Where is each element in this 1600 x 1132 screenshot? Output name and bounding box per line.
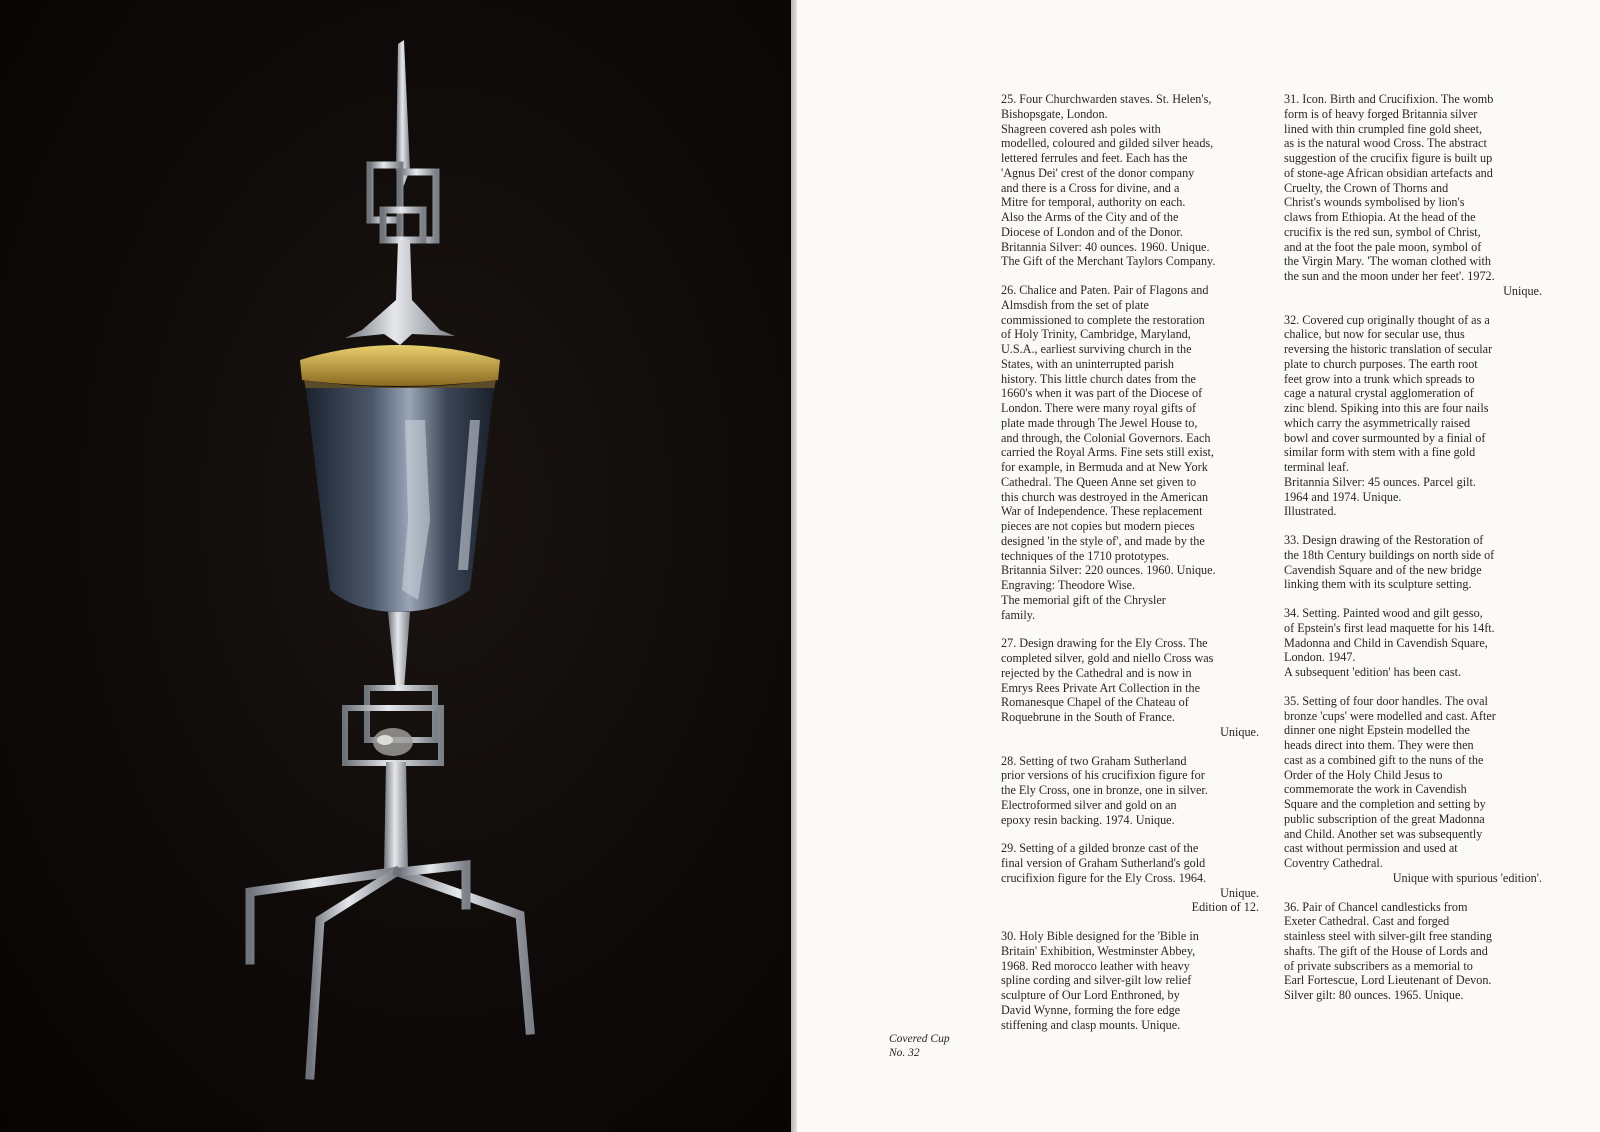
entry-line: 25. Four Churchwarden staves. St. Helen's, — [1001, 92, 1212, 106]
entry-line: rejected by the Cathedral and is now in — [1001, 665, 1192, 680]
entry-line: Engraving: Theodore Wise. — [1001, 578, 1136, 592]
entry-line: Cavendish Square and of the new bridge — [1284, 562, 1482, 577]
entry-line: the sun and the moon under her feet'. 1972. — [1284, 269, 1495, 283]
entry-line: War of Independence. These replacement — [1001, 504, 1203, 519]
entry-status: Unique. — [1503, 283, 1542, 298]
entry-line: bowl and cover surmounted by a finial of — [1284, 430, 1486, 445]
entry-line: David Wynne, forming the fore edge — [1001, 1002, 1181, 1017]
entry-line: family. — [1001, 607, 1036, 622]
entry-status: Unique. — [1220, 724, 1259, 739]
entry-line: for example, in Bermuda and at New York — [1001, 460, 1208, 474]
entry-line: lined with thin crumpled fine gold sheet, — [1284, 121, 1483, 136]
entry-line: 36. Pair of Chancel candlesticks from — [1284, 899, 1468, 914]
entry-line: 32. Covered cup originally thought of as a — [1284, 312, 1490, 327]
entry-line: 30. Holy Bible designed for the 'Bible in — [1001, 929, 1199, 943]
entry-line: 1660's when it was part of the Diocese of — [1001, 386, 1203, 401]
entry-status: Unique. — [1220, 885, 1259, 900]
entry-line: Square and the completion and setting by — [1284, 797, 1486, 811]
entry-line: cast as a combined gift to the nuns of the — [1284, 752, 1484, 767]
entry-line: of stone-age African obsidian artefacts and — [1284, 165, 1493, 180]
covered-cup-photo — [0, 0, 793, 1132]
entry-line: 27. Design drawing for the Ely Cross. The — [1001, 636, 1208, 651]
entry-line: Britannia Silver: 40 ounces. 1960. Unique. — [1001, 239, 1210, 254]
catalogue-entry — [1284, 694, 1542, 886]
entry-status: Unique with spurious 'edition'. — [1392, 870, 1542, 885]
entry-line: U.S.A., earliest surviving church in the — [1001, 342, 1192, 356]
entry-line: and Child. Another set was subsequently — [1284, 826, 1483, 841]
entry-line: Romanesque Chapel of the Chateau of — [1001, 695, 1189, 710]
entry-line: and there is a Cross for divine, and a — [1001, 180, 1180, 195]
entry-line: Exeter Cathedral. Cast and forged — [1284, 914, 1450, 929]
finial-cage — [370, 165, 436, 240]
entry-line: the Ely Cross, one in bronze, one in silver. — [1001, 783, 1208, 797]
photo-page — [0, 0, 793, 1132]
entry-line: plate to church purposes. The earth root — [1284, 356, 1478, 371]
entry-line: spline cording and silver-gilt low relief — [1001, 973, 1192, 988]
entry-line: claws from Ethiopia. At the head of the — [1284, 210, 1476, 224]
entry-line: The memorial gift of the Chrysler — [1001, 592, 1166, 607]
entry-line: Electroformed silver and gold on an — [1001, 797, 1177, 812]
entry-line: 34. Setting. Painted wood and gilt gesso, — [1284, 606, 1483, 620]
entry-line: history. This little church dates from the — [1001, 371, 1196, 386]
catalogue-entry — [1001, 754, 1259, 828]
catalogue-entry — [1284, 606, 1542, 680]
entry-line: this church was destroyed in the American — [1001, 489, 1209, 504]
entry-line: terminal leaf. — [1284, 460, 1349, 474]
entry-line: The Gift of the Merchant Taylors Company. — [1001, 254, 1216, 269]
entry-line: Silver gilt: 80 ounces. 1965. Unique. — [1284, 988, 1464, 1002]
entry-line: zinc blend. Spiking into this are four nails — [1284, 401, 1489, 415]
caption-title: Covered Cup — [889, 1033, 950, 1045]
entry-line: the 18th Century buildings on north side of — [1284, 547, 1495, 562]
cup-stem — [388, 612, 410, 690]
entry-line: suggestion of the crucifix figure is built up — [1284, 151, 1493, 165]
entry-line: modelled, coloured and gilded silver heads, — [1001, 136, 1214, 151]
entry-status: Edition of 12. — [1191, 900, 1259, 915]
catalogue-entry — [1001, 841, 1259, 915]
catalogue-entry — [1001, 92, 1259, 269]
catalogue-column-right — [1284, 92, 1542, 1017]
entry-line: plate made through The Jewel House to, — [1001, 415, 1198, 430]
catalogue-column-left — [1001, 92, 1259, 1046]
entry-line: 33. Design drawing of the Restoration of — [1284, 533, 1484, 547]
entry-line: as is the natural wood Cross. The abstract — [1284, 136, 1487, 151]
entry-line: which carry the asymmetrically raised — [1284, 415, 1471, 430]
entry-line: chalice, but now for secular use, thus — [1284, 327, 1465, 342]
entry-line: 28. Setting of two Graham Sutherland — [1001, 753, 1187, 768]
entry-line: similar form with stem with a fine gold — [1284, 445, 1476, 460]
entry-line: Cruelty, the Crown of Thorns and — [1284, 180, 1449, 195]
finial-stem — [345, 240, 455, 345]
catalogue-entry — [1284, 533, 1542, 592]
photo-caption — [889, 1032, 979, 1060]
entry-line: pieces are not copies but modern pieces — [1001, 519, 1195, 533]
entry-line: London. 1947. — [1284, 650, 1356, 665]
entry-line: and at the foot the pale moon, symbol of — [1284, 239, 1482, 254]
entry-line: dinner one night Epstein modelled the — [1284, 723, 1470, 738]
entry-line: 'Agnus Dei' crest of the donor company — [1001, 165, 1195, 180]
catalogue-entry — [1001, 283, 1259, 622]
entry-line: final version of Graham Sutherland's gold — [1001, 856, 1206, 870]
entry-line: Shagreen covered ash poles with — [1001, 121, 1161, 136]
entry-line: sculpture of Our Lord Enthroned, by — [1001, 988, 1180, 1002]
entry-line: Christ's wounds symbolised by lion's — [1284, 195, 1465, 210]
entry-line: States, with an uninterrupted parish — [1001, 356, 1174, 371]
entry-line: Emrys Rees Private Art Collection in the — [1001, 680, 1201, 695]
entry-line: carried the Royal Arms. Fine sets still exist, — [1001, 445, 1214, 460]
catalogue-entry — [1001, 636, 1259, 739]
cover-gold-rim — [300, 345, 500, 386]
cup-feet — [250, 865, 530, 1075]
catalogue-entry — [1284, 900, 1542, 1003]
entry-line: cast without permission and used at — [1284, 841, 1458, 856]
entry-line: reversing the historic translation of secular — [1284, 342, 1493, 356]
entry-line: Order of the Holy Child Jesus to — [1284, 767, 1443, 782]
entry-line: 29. Setting of a gilded bronze cast of the — [1001, 841, 1199, 856]
entry-line: epoxy resin backing. 1974. Unique. — [1001, 812, 1175, 827]
entry-line: shafts. The gift of the House of Lords and — [1284, 943, 1488, 958]
entry-line: Roquebrune in the South of France. — [1001, 710, 1175, 724]
entry-line: crucifix is the red sun, symbol of Christ, — [1284, 224, 1481, 239]
entry-line: 1968. Red morocco leather with heavy — [1001, 958, 1190, 973]
catalogue-entry — [1284, 92, 1542, 299]
entry-line: 35. Setting of four door handles. The oval — [1284, 693, 1488, 708]
entry-line: feet grow into a trunk which spreads to — [1284, 371, 1475, 386]
entry-line: 1964 and 1974. Unique. — [1284, 489, 1402, 504]
catalogue-entry — [1284, 313, 1542, 520]
entry-line: Almsdish from the set of plate — [1001, 297, 1149, 312]
entry-line: public subscription of the great Madonna — [1284, 811, 1485, 826]
entry-line: Britannia Silver: 220 ounces. 1960. Unique. — [1001, 563, 1216, 578]
entry-line: Coventry Cathedral. — [1284, 856, 1383, 870]
entry-line: crucifixion figure for the Ely Cross. 1964. — [1001, 870, 1207, 885]
entry-line: completed silver, gold and niello Cross was — [1001, 651, 1214, 665]
entry-line: Diocese of London and of the Donor. — [1001, 224, 1183, 239]
entry-line: heads direct into them. They were then — [1284, 738, 1474, 752]
entry-line: Also the Arms of the City and of the — [1001, 210, 1179, 224]
entry-line: commissioned to complete the restoration — [1001, 312, 1205, 327]
entry-line: lettered ferrules and feet. Each has the — [1001, 151, 1188, 165]
entry-line: of Epstein's first lead maquette for his 14ft. — [1284, 620, 1495, 635]
entry-line: Madonna and Child in Cavendish Square, — [1284, 635, 1488, 650]
entry-line: A subsequent 'edition' has been cast. — [1284, 665, 1462, 679]
entry-line: 31. Icon. Birth and Crucifixion. The womb — [1284, 92, 1494, 106]
entry-line: commemorate the work in Cavendish — [1284, 782, 1467, 797]
entry-line: bronze 'cups' were modelled and cast. After — [1284, 708, 1496, 723]
entry-line: stainless steel with silver-gilt free standing — [1284, 929, 1492, 943]
entry-line: Illustrated. — [1284, 504, 1337, 519]
entry-line: form is of heavy forged Britannia silver — [1284, 106, 1478, 121]
entry-line: designed 'in the style of', and made by the — [1001, 533, 1205, 548]
entry-line: techniques of the 1710 prototypes. — [1001, 548, 1170, 563]
entry-line: of private subscribers as a memorial to — [1284, 958, 1473, 973]
entry-line: cage a natural crystal agglomeration of — [1284, 386, 1474, 401]
entry-line: Earl Fortescue, Lord Lieutenant of Devon. — [1284, 973, 1492, 988]
entry-line: 26. Chalice and Paten. Pair of Flagons and — [1001, 283, 1209, 297]
cup-trunk — [384, 762, 408, 872]
entry-line: London. There were many royal gifts of — [1001, 401, 1197, 415]
entry-line: linking them with its sculpture setting. — [1284, 577, 1472, 592]
entry-line: Mitre for temporal, authority on each. — [1001, 195, 1186, 210]
caption-number: No. 32 — [889, 1047, 920, 1059]
entry-line: and through, the Colonial Governors. Each — [1001, 430, 1211, 445]
entry-line: prior versions of his crucifixion figure for — [1001, 768, 1205, 783]
entry-line: stiffening and clasp mounts. Unique. — [1001, 1017, 1181, 1032]
entry-line: Britannia Silver: 45 ounces. Parcel gilt. — [1284, 474, 1476, 489]
entry-line: of Holy Trinity, Cambridge, Maryland, — [1001, 327, 1191, 342]
entry-line: Bishopsgate, London. — [1001, 106, 1108, 121]
entry-line: Britain' Exhibition, Westminster Abbey, — [1001, 943, 1196, 958]
catalogue-entry — [1001, 929, 1259, 1032]
entry-line: Cathedral. The Queen Anne set given to — [1001, 474, 1197, 489]
entry-line: the Virgin Mary. 'The woman clothed with — [1284, 254, 1492, 269]
